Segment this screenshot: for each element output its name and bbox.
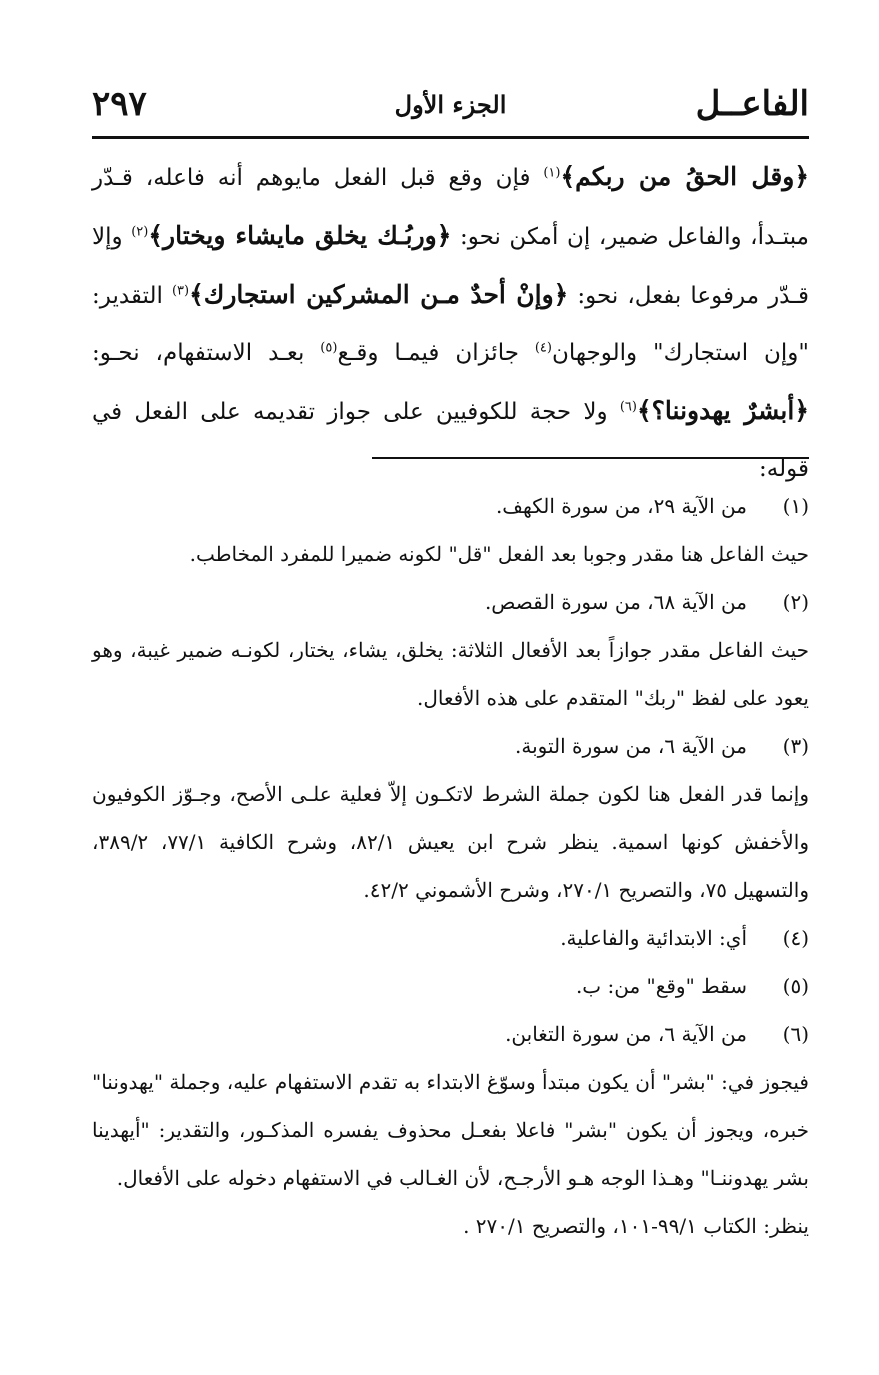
quran-quote-1: ﴿وقل الحقُ من ربكم﴾ bbox=[560, 162, 809, 191]
body-text-4: جائزان فيمـا وقـع bbox=[337, 340, 535, 366]
footnote bbox=[92, 578, 809, 722]
footnote-separator bbox=[372, 457, 809, 459]
footnote-reference: ينظر: الكتاب ٩٩/١-١٠١، والتصريح ٢٧٠/١ . bbox=[463, 1214, 809, 1238]
page-number: ٢٩٧ bbox=[92, 84, 147, 124]
footnote-ref-4[interactable]: (٤) bbox=[534, 340, 552, 356]
footnote-ref-1[interactable]: (١) bbox=[543, 165, 561, 181]
footnote bbox=[92, 914, 809, 962]
quran-quote-4: ﴿أبشرٌ يهدوننا؟﴾ bbox=[636, 396, 809, 425]
body-text-6: ولا حجة للكوفيين على جواز تقديمه على الفعل في قوله: bbox=[92, 399, 809, 482]
body-text-5: بعـد الاستفهام، نحـو: bbox=[92, 340, 321, 366]
footnote-ref-3[interactable]: (٣) bbox=[171, 283, 190, 299]
footnotes bbox=[92, 482, 809, 1250]
footnote-source: سقط "وقع" من: ب. bbox=[575, 974, 747, 998]
footnote-ref-6[interactable]: (٦) bbox=[619, 399, 637, 415]
main-paragraph bbox=[92, 148, 809, 498]
page-header bbox=[92, 78, 809, 134]
footnote-source: من الآية ٢٩، من سورة الكهف. bbox=[495, 494, 747, 518]
chapter-title: الفاعــل bbox=[695, 84, 809, 124]
footnote bbox=[92, 962, 809, 1010]
footnote bbox=[92, 482, 809, 578]
footnote-number: (١) bbox=[782, 494, 809, 518]
part-label: الجزء الأول bbox=[394, 90, 507, 119]
footnote-source: أي: الابتدائية والفاعلية. bbox=[560, 926, 747, 950]
footnote-number: (٦) bbox=[782, 1022, 809, 1046]
footnote-ref-2[interactable]: (٢) bbox=[131, 224, 149, 240]
header-rule bbox=[92, 136, 809, 139]
footnote bbox=[92, 1010, 809, 1250]
quran-quote-2: ﴿وربُـك يخلق مايشاء ويختار﴾ bbox=[148, 221, 452, 250]
footnote-number: (٥) bbox=[782, 974, 809, 998]
footnote-text: حيث الفاعل مقدر جوازاً بعد الأفعال الثلاثة: يخلق، يشاء، يختار، لكونـه ضمير غيبة، وهو يعود على لفظ "ربك" المتقدم على هذه الأفعال. bbox=[92, 638, 809, 710]
quran-quote-3: ﴿وإنْ أحدٌ مـن المشركين استجارك﴾ bbox=[189, 280, 569, 309]
footnote-number: (٤) bbox=[782, 926, 809, 950]
footnote-number: (٢) bbox=[782, 590, 809, 614]
footnote-number: (٣) bbox=[782, 734, 809, 758]
footnote bbox=[92, 722, 809, 914]
body-text-3: التقدير: "وإن استجارك" والوجهان bbox=[92, 283, 809, 366]
footnote-text: حيث الفاعل هنا مقدر وجوبا بعد الفعل "قل" لكونه ضميرا للمفرد المخاطب. bbox=[189, 542, 809, 566]
body-text-1: فإن وقع قبل الفعل مايوهم أنه فاعله، قـدّر مبتـدأ، والفاعل ضمير، إن أمكن نحو: bbox=[92, 165, 809, 250]
footnote-text: وإنما قدر الفعل هنا لكون جملة الشرط لاتكـون إلاّ فعلية علـى الأصح، وجـوّز الكوفيون والأخفش كونها اسمية. ينظر شرح ابن يعيش ٨٢/١، وشرح الكافية ٧٧/١، ٣٨٩/٢، والتسهيل ٧٥، والتصريح ٢٧٠/١، وشرح الأشموني ٤٢/٢. bbox=[92, 782, 809, 902]
footnote-source: من الآية ٦، من سورة التغابن. bbox=[505, 1022, 747, 1046]
footnote-ref-5[interactable]: (٥) bbox=[320, 340, 338, 356]
footnote-text: فيجوز في: "بشر" أن يكون مبتدأ وسوّغ الابتداء به تقدم الاستفهام عليه، وجملة "يهدوننا" خبره، ويجوز أن يكون "بشر" فاعلا بفعـل محذوف يفسره المذكـور، والتقدير: "أيهدينا بشر يهدوننـا" وهـذا الوجه هـو الأرجـح، لأن الغـالب في الاستفهام دخوله على الأفعال. bbox=[92, 1070, 809, 1190]
footnote-source: من الآية ٦، من سورة التوبة. bbox=[514, 734, 747, 758]
body-text-2: وإلا قـدّر مرفوعا بفعل، نحو: bbox=[92, 224, 809, 309]
footnote-source: من الآية ٦٨، من سورة القصص. bbox=[484, 590, 747, 614]
